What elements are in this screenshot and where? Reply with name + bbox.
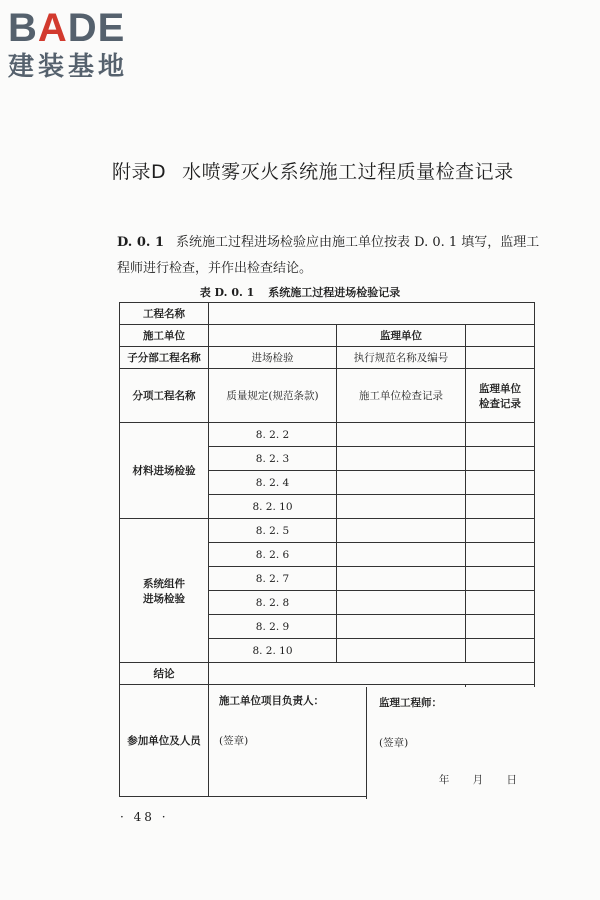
construction-record-header: 施工单位检查记录 bbox=[337, 369, 466, 423]
participants-label: 参加单位及人员 bbox=[120, 685, 209, 797]
standard-label: 执行规范名称及编号 bbox=[337, 347, 466, 369]
table-row bbox=[120, 423, 535, 447]
clause-cell: 8. 2. 2 bbox=[209, 423, 337, 447]
material-inspection-label: 材料进场检验 bbox=[120, 423, 209, 519]
clause-text: 系统施工过程进场检验应由施工单位按表 D. 0. 1 填写，监理工程师进行检查，并作出检查结论。 bbox=[117, 235, 540, 276]
supervisor-date-label: 年 月 日 bbox=[438, 774, 527, 786]
supervision-unit-value bbox=[466, 325, 535, 347]
table-row bbox=[120, 325, 535, 347]
clause-cell: 8. 2. 10 bbox=[209, 639, 337, 663]
quality-rule-header: 质量规定(规范条款) bbox=[209, 369, 337, 423]
project-name-label: 工程名称 bbox=[120, 303, 209, 325]
clause-cell: 8. 2. 5 bbox=[209, 519, 337, 543]
construction-unit-label: 施工单位 bbox=[120, 325, 209, 347]
table-caption bbox=[0, 284, 600, 300]
table-row bbox=[120, 347, 535, 369]
clause-cell: 8. 2. 8 bbox=[209, 591, 337, 615]
table-row bbox=[120, 663, 535, 685]
project-name-value bbox=[209, 303, 535, 325]
appendix-prefix: 附录D bbox=[112, 161, 167, 183]
table-number: 表 D. 0. 1 bbox=[199, 286, 255, 299]
clause-cell: 8. 2. 3 bbox=[209, 447, 337, 471]
construction-lead-label: 施工单位项目负责人： bbox=[219, 695, 324, 707]
conclusion-label: 结论 bbox=[120, 663, 209, 685]
clause-cell: 8. 2. 7 bbox=[209, 567, 337, 591]
bade-logo bbox=[8, 6, 128, 82]
supervisor-label: 监理工程师： bbox=[379, 697, 442, 709]
logo-wordmark: BADE bbox=[8, 6, 126, 50]
item-name-header: 分项工程名称 bbox=[120, 369, 209, 423]
clause-cell: 8. 2. 9 bbox=[209, 615, 337, 639]
entry-inspection-label: 进场检验 bbox=[209, 347, 337, 369]
clause-paragraph bbox=[117, 230, 542, 282]
sub-project-label: 子分部工程名称 bbox=[120, 347, 209, 369]
table-caption-text: 系统施工过程进场检验记录 bbox=[268, 286, 401, 299]
construction-unit-value bbox=[209, 325, 337, 347]
clause-number: D. 0. 1 bbox=[117, 235, 165, 250]
clause-cell: 8. 2. 10 bbox=[209, 495, 337, 519]
page-number: · 48 · bbox=[120, 810, 169, 824]
logo-subtitle: 建装基地 bbox=[8, 52, 129, 82]
construction-seal-label: (签章) bbox=[219, 735, 249, 747]
table-row bbox=[120, 519, 535, 543]
clause-cell: 8. 2. 4 bbox=[209, 471, 337, 495]
appendix-title-text: 水喷雾灭火系统施工过程质量检查记录 bbox=[182, 161, 514, 183]
supervision-record-header: 监理单位 检查记录 bbox=[466, 369, 535, 423]
clause-cell: 8. 2. 6 bbox=[209, 543, 337, 567]
standard-value bbox=[466, 347, 535, 369]
supervisor-seal-label: (签章) bbox=[379, 737, 409, 749]
appendix-title bbox=[112, 157, 514, 184]
conclusion-value bbox=[209, 663, 535, 685]
supervisor-signature-block bbox=[366, 687, 535, 799]
table-row bbox=[120, 369, 535, 423]
supervision-unit-label: 监理单位 bbox=[337, 325, 466, 347]
component-inspection-label: 系统组件 进场检验 bbox=[120, 519, 209, 663]
table-row bbox=[120, 303, 535, 325]
